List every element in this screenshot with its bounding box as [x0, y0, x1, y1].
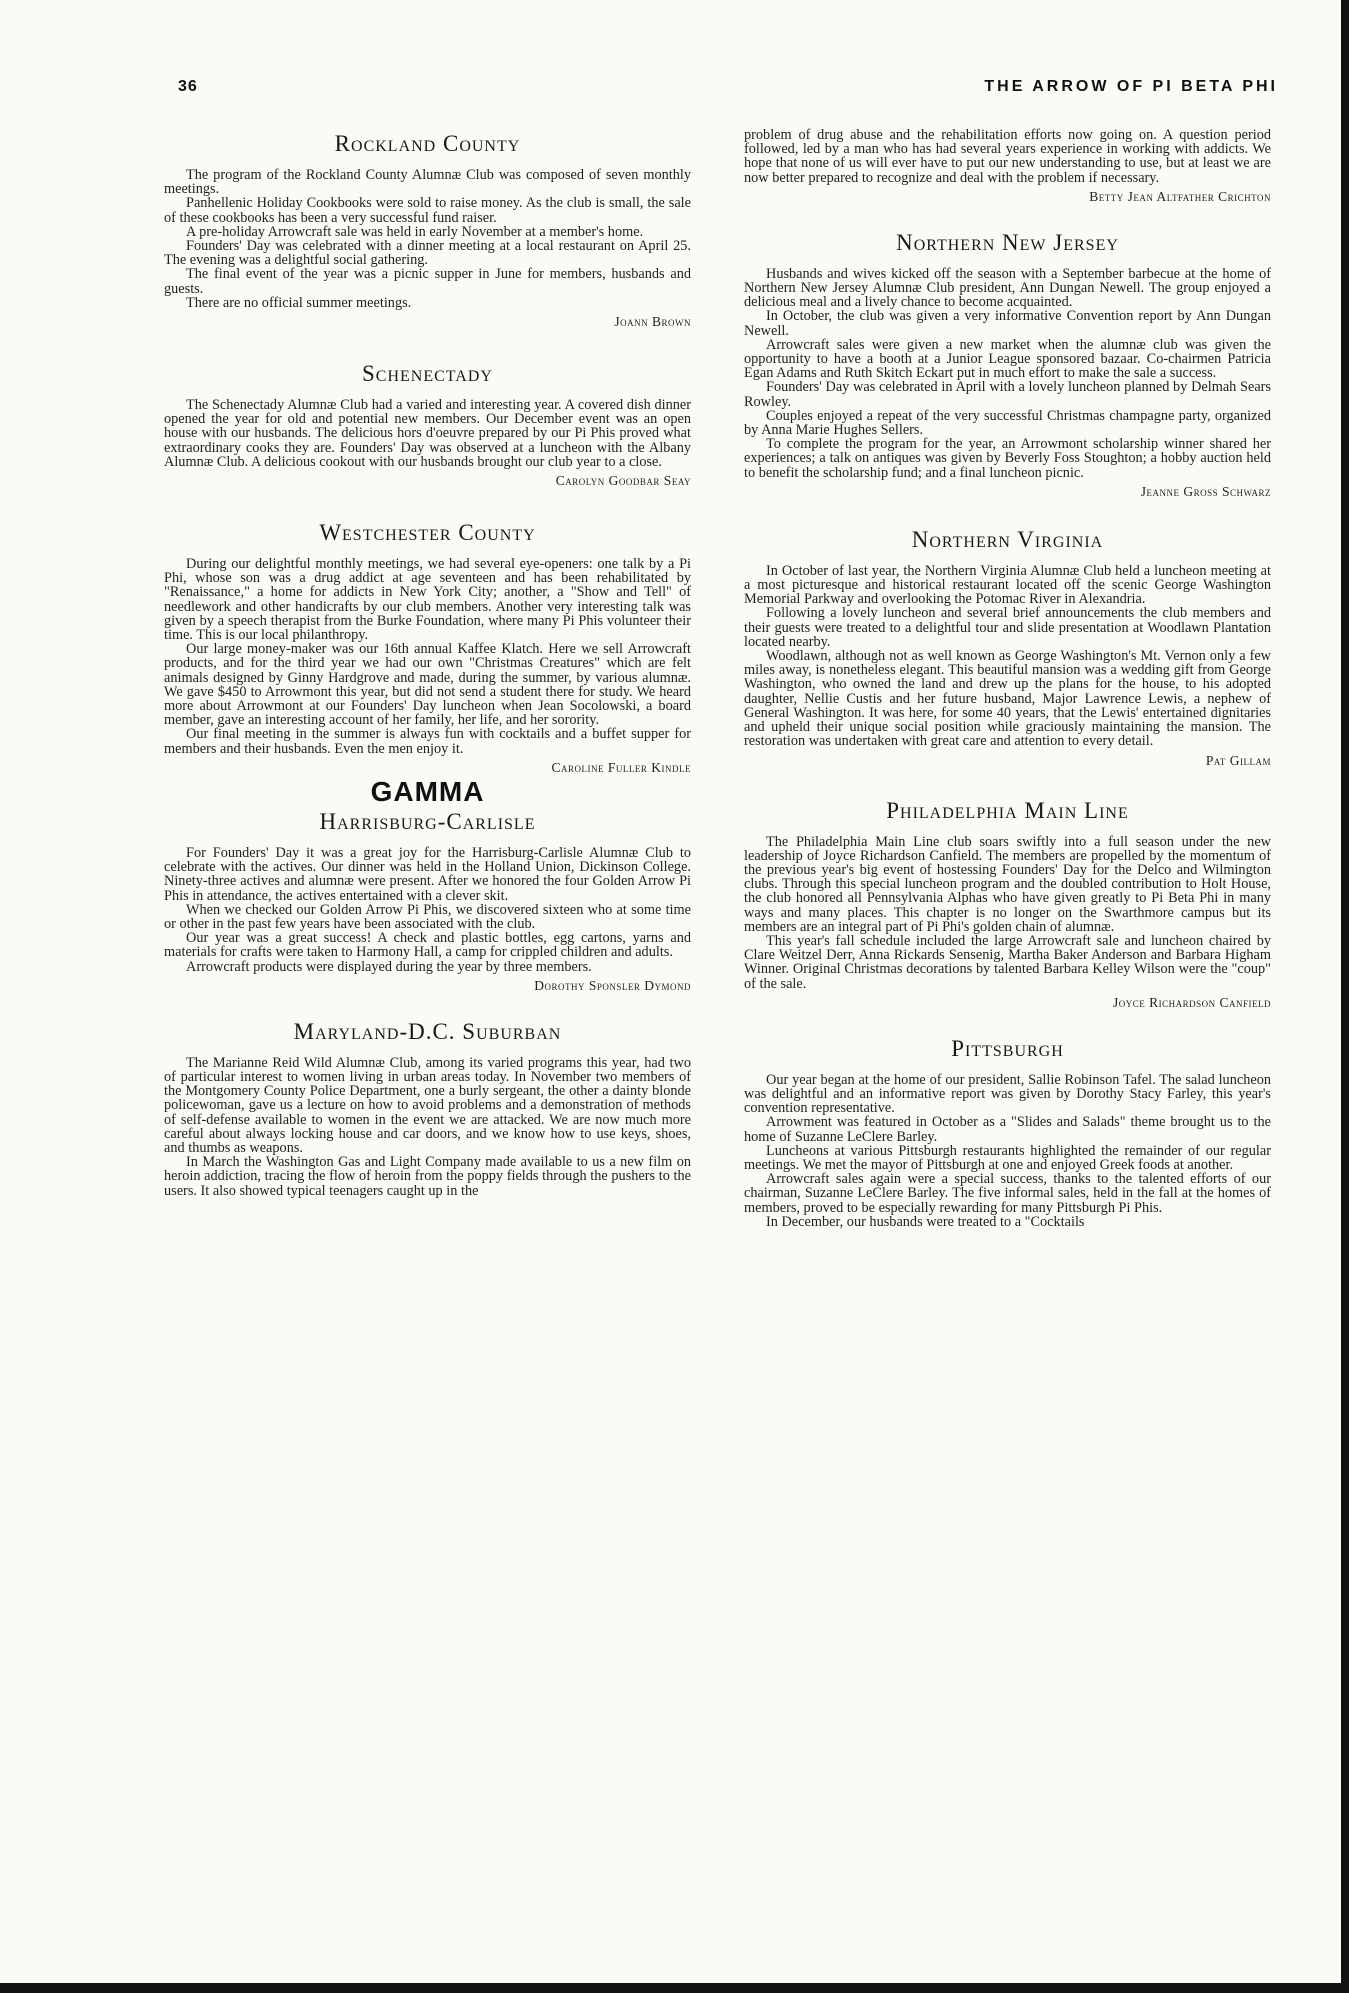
paragraph: The Philadelphia Main Line club soars swiftly into a full season under the new leadership of Joyce Richardson Canfield. The members are propelled by the momentum of the previous year's big event of hostessing Founders' Day for the Delco and Wilmington clubs. Through this special luncheon program and the doubled contribution to Holt House, the club honored all Pennsylvania Alphas who have given greatly to Pi Beta Phi in many ways and many places. This chapter is no longer on the Swarthmore campus but its members are an integral part of Pi Phi's golden chain of alumnæ.: [744, 833, 1271, 935]
paragraph: The Schenectady Alumnæ Club had a varied and interesting year. A covered dish dinner opened the year for old and potential new members. Our December event was an open house with our husbands. The delicious hors d'oeuvre prepared by our Pi Phis proved what extraordinary cooks they are. Founders' Day was observed at a luncheon with the Albany Alumnæ Club. A delicious cookout with our husbands brought our club year to a close.: [164, 397, 691, 470]
paragraph: Arrowcraft sales again were a special success, thanks to the talented efforts of our chairman, Suzanne LeClere Barley. The five informal sales, held in the fall at the homes of members, proved to be especially rewarding for many Pittsburgh Pi Phis.: [744, 1171, 1271, 1216]
section-title: Northern Virginia: [911, 526, 1104, 552]
signature: Joyce Richardson Canfield: [1112, 994, 1271, 1010]
page-number: 36: [178, 78, 198, 95]
paragraph: There are no official summer meetings.: [186, 294, 412, 311]
section-philadelphia-main-line: [744, 797, 1271, 1011]
paragraph: The Marianne Reid Wild Alumnæ Club, among its varied programs this year, had two of particular interest to women living in urban areas today. In November two members of the Montgomery County Police Department, one a burly sergeant, the other a dainty blonde policewoman, gave us a lecture on how to avoid problems and a demonstration of methods of self-defense available to women in the event we are attacked. We are now much more careful about always locking house and car doors, and we know how to use keys, shoes, and thumbs as weapons.: [164, 1054, 691, 1156]
paragraph: Panhellenic Holiday Cookbooks were sold to raise money. As the club is small, the sale of these cookbooks has been a very successful fund raiser.: [164, 195, 691, 226]
signature: Jeanne Gross Schwarz: [1140, 483, 1271, 499]
section-title: Harrisburg-Carlisle: [319, 808, 536, 834]
paragraph: To complete the program for the year, an Arrowmont scholarship winner shared her experiences; a talk on antiques was given by Beverly Foss Stoughton; a hobby auction held to benefit the scholarship fund; and a final luncheon picnic.: [744, 436, 1271, 481]
section-title: Rockland County: [334, 131, 521, 156]
journal-title: THE ARROW OF PI BETA PHI: [984, 78, 1278, 95]
section-westchester-county: [164, 519, 691, 776]
paragraph: In October, the club was given a very informative Convention report by Ann Dungan Newell.: [744, 308, 1271, 339]
paragraph: Arrowcraft sales were given a new market when the alumnæ club was given the opportunity to have a booth at a Junior League sponsored bazaar. Co-chairmen Patricia Egan Adams and Ruth Skitch Eckart put in much effort to make the sale a success.: [744, 336, 1271, 382]
signature: Pat Gillam: [1205, 752, 1271, 768]
section-title: Westchester County: [319, 520, 536, 546]
section-northern-virginia: [744, 526, 1271, 769]
section-title: Pittsburgh: [951, 1035, 1064, 1061]
page-edge: [1341, 0, 1349, 1993]
region-heading-gamma: GAMMA: [370, 775, 485, 807]
section-title: Philadelphia Main Line: [886, 797, 1129, 823]
section-title: Schenectady: [362, 361, 493, 387]
paragraph: Our year began at the home of our president, Sallie Robinson Tafel. The salad luncheon was delightful and an informative report was given by Dorothy Stacy Farley, this year's convention representative.: [744, 1071, 1271, 1117]
paragraph: Husbands and wives kicked off the season with a September barbecue at the home of Northern New Jersey Alumnæ Club president, Ann Dungan Newell. The group enjoyed a delicious meal and a lively chance to become acquainted.: [744, 265, 1271, 311]
section-schenectady: [164, 360, 691, 489]
section-title: Northern New Jersey: [896, 229, 1119, 255]
signature: Joann Brown: [614, 314, 691, 330]
page-bottom-edge: [0, 1983, 1349, 1993]
right-column: [744, 128, 1271, 1958]
paragraph: When we checked our Golden Arrow Pi Phis, we discovered sixteen who at some time or other in the past few years have been associated with the club.: [164, 901, 691, 932]
section-northern-new-jersey: [744, 229, 1271, 500]
left-column: [164, 128, 691, 1958]
paragraph: A pre-holiday Arrowcraft sale was held in early November at a member's home.: [186, 223, 644, 240]
section-harrisburg-carlisle: [164, 808, 691, 994]
signature: Carolyn Goodbar Seay: [555, 473, 691, 489]
paragraph: Arrowment was featured in October as a "Slides and Salads" theme brought us to the home of Suzanne LeClere Barley.: [744, 1114, 1271, 1145]
signature: Betty Jean Altfather Crichton: [1089, 188, 1271, 204]
paragraph: For Founders' Day it was a great joy for the Harrisburg-Carlisle Alumnæ Club to celebrate with the actives. Our dinner was held in the Holland Union, Dickinson College. Ninety-three actives and alumnæ were present. After we honored the four Golden Arrow Pi Phis in attendance, the actives entertained with a clever skit.: [164, 844, 691, 904]
paragraph: Woodlawn, although not as well known as George Washington's Mt. Vernon only a few miles away, is nonetheless elegant. This beautiful mansion was a wedding gift from George Washington, who owned the land and drew up the plans for the house, to his adopted daughter, Nellie Custis and her future husband, Major Lawrence Lewis, a nephew of General Washington. It was here, for some 40 years, that the Lewis' entertained dignitaries and upheld their unique social position while graciously maintaining the mansion. The restoration was undertaken with great care and attention to every detail.: [744, 648, 1271, 750]
signature: Dorothy Sponsler Dymond: [534, 977, 691, 993]
paragraph: In March the Washington Gas and Light Company made available to us a new film on heroin addiction, tracing the flow of heroin from the poppy fields through the pushers to the users. It also showed typical teenagers caught up in the: [164, 1154, 691, 1199]
paragraph: During our delightful monthly meetings, we had several eye-openers: one talk by a Pi Phi, whose son was a drug addict at age seventeen and has been rehabilitated by "Renaissance," a home for addicts in New York City; another, a "Show and Tell" of needlework and other handicrafts by our club members. Another very interesting talk was given by a speech therapist from the Burke Foundation, where many Pi Phis volunteer their time. This is our local philanthropy.: [164, 556, 691, 644]
paragraph: In October of last year, the Northern Virginia Alumnæ Club held a luncheon meeting at a most picturesque and historical restaurant located off the scenic George Washington Memorial Parkway and overlooking the Potomac River in Alexandria.: [744, 562, 1271, 608]
running-head: [178, 78, 1278, 104]
signature: Caroline Fuller Kindle: [551, 759, 691, 775]
paragraph: Following a lovely luncheon and several brief announcements the club members and their guests were treated to a delightful tour and slide presentation at Woodlawn Plantation located nearby.: [744, 605, 1271, 650]
paragraph: Founders' Day was celebrated with a dinner meeting at a local restaurant on April 25. The evening was a delightful social gathering.: [164, 238, 691, 269]
section-maryland-continued: [744, 128, 1271, 205]
paragraph: problem of drug abuse and the rehabilitation efforts now going on. A question period followed, led by a man who has had several years experience in working with addicts. We hope that none of us will ever have to put our new understanding to use, but at least we are now better prepared to recognize and deal with the problem if necessary.: [744, 128, 1271, 186]
paragraph: Our year was a great success! A check and plastic bottles, egg cartons, yarns and materials for crafts were taken to Harmony Hall, a camp for crippled children and adults.: [164, 930, 691, 961]
section-pittsburgh: [744, 1035, 1271, 1229]
paragraph: Luncheons at various Pittsburgh restaurants highlighted the remainder of our regular meetings. We met the mayor of Pittsburgh at one and enjoyed Greek foods at another.: [744, 1142, 1271, 1173]
section-maryland-dc-suburban: [164, 1018, 691, 1198]
paragraph: Our final meeting in the summer is always fun with cocktails and a buffet supper for members and their husbands. Even the men enjoy it.: [164, 726, 691, 757]
paragraph: The program of the Rockland County Alumnæ Club was composed of seven monthly meetings.: [164, 167, 691, 198]
paragraph: This year's fall schedule included the large Arrowcraft sale and luncheon chaired by Clare Weitzel Derr, Anna Rickards Sensenig, Martha Baker Anderson and Barbara Higham Winner. Original Christmas decorations by talented Barbara Kelley Wilson were the "coup" of the sale.: [744, 932, 1271, 992]
paragraph: Our large money-maker was our 16th annual Kaffee Klatch. Here we sell Arrowcraft products, and for the third year we had our own "Christmas Creatures" which are felt animals designed by Ginny Hardgrove and made, during the summer, by various alumnæ. We gave $450 to Arrowmont this year, but did not send a student there for study. We heard more about Arrowmont at our Founders' Day luncheon when Jean Socolowski, a board member, gave an interesting account of her family, her life, and her sorority.: [164, 641, 691, 729]
paragraph: Founders' Day was celebrated in April with a lovely luncheon planned by Delmah Sears Rowley.: [744, 379, 1271, 410]
paragraph: Couples enjoyed a repeat of the very successful Christmas champagne party, organized by Anna Marie Hughes Sellers.: [744, 407, 1271, 439]
paragraph: In December, our husbands were treated to a "Cocktails: [766, 1213, 1085, 1230]
section-title: Maryland-D.C. Suburban: [293, 1018, 562, 1044]
paragraph: Arrowcraft products were displayed during the year by three members.: [186, 958, 592, 975]
section-rockland-county: [164, 130, 691, 330]
paragraph: The final event of the year was a picnic supper in June for members, husbands and guests.: [164, 266, 691, 297]
